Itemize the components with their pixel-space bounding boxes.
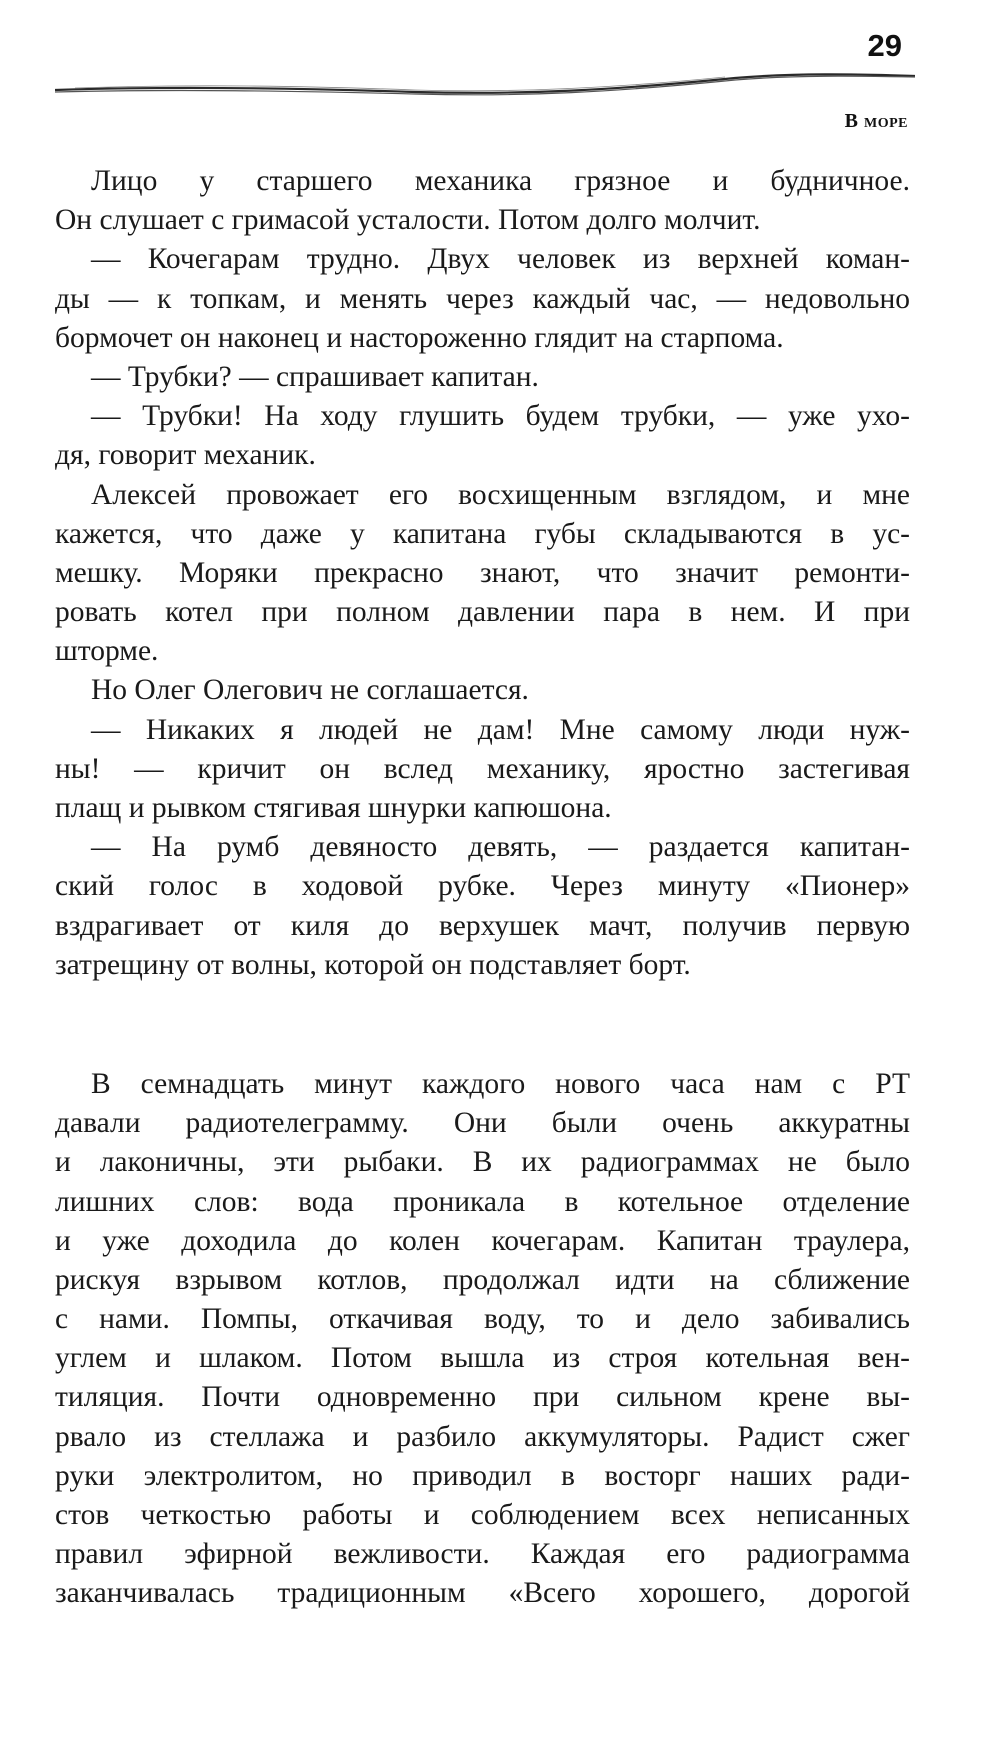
section-break — [55, 985, 910, 1065]
text-line: стов четкостью работы и соблюдением всех неписанных — [55, 1499, 910, 1531]
text-line: В семнадцать минут каждого нового часа нам с РТ — [91, 1067, 910, 1100]
text-line: шторме. — [55, 635, 159, 668]
dialogue-section — [55, 162, 910, 985]
text-line: — Трубки! На ходу глушить будем трубки, — уже ухо- — [91, 400, 910, 433]
text-line: тиляция. Почти одновременно при сильном крене вы- — [55, 1381, 910, 1414]
text-line: рискуя взрывом котлов, продолжал идти на сближение — [55, 1263, 910, 1296]
text-line: ды — к топкам, и менять через каждый час, — недовольно — [55, 282, 910, 315]
text-line: бормочет он наконец и настороженно глядит на старпома. — [55, 321, 784, 354]
text-line: вздрагивает от киля до верхушек мачт, получив первую — [55, 909, 910, 942]
text-line: и уже доходила до колен кочегарам. Капитан траулера, — [55, 1224, 910, 1257]
text-line: рвало из стеллажа и разбило аккумуляторы. Радист сжег — [55, 1420, 910, 1453]
text-line: — Никаких я людей не дам! Мне самому люди нуж- — [91, 713, 910, 746]
text-line: углем и шлаком. Потом вышла из строя котельная вен- — [55, 1342, 910, 1375]
text-line: с нами. Помпы, откачивая воду, то и дело забивались — [55, 1303, 910, 1336]
running-head-initial: В — [844, 110, 859, 132]
text-line: и лаконичны, эти рыбаки. В их радиограммах не было — [55, 1146, 910, 1179]
text-line: — На румб девяносто девять, — раздается капитан- — [91, 831, 910, 864]
text-line: — Трубки? — спрашивает капитан. — [91, 360, 539, 393]
page-body — [55, 162, 910, 1614]
text-line: ровать котел при полном давлении пара в нем. И при — [55, 596, 910, 629]
text-line: дя, говорит механик. — [55, 439, 316, 472]
narrative-section — [55, 1065, 910, 1614]
text-line: правил эфирной вежливости. Каждая его радиограмма — [55, 1538, 910, 1571]
text-line: кажется, что даже у капитана губы складываются в ус- — [55, 517, 910, 550]
text-line: заканчивалась традиционным «Всего хорошего, дорогой — [55, 1577, 910, 1610]
text-line: Он слушает с гримасой усталости. Потом долго молчит. — [55, 204, 761, 237]
text-line: лишних слов: вода проникала в котельное отделение — [55, 1185, 910, 1218]
text-line: мешку. Моряки прекрасно знают, что значит ремонти- — [55, 556, 910, 589]
text-line: ны! — кричит он вслед механику, яростно застегивая — [55, 752, 910, 785]
decorative-header-rule — [55, 70, 915, 106]
text-line: плащ и рывком стягивая шнурки капюшона. — [55, 792, 612, 824]
text-line: руки электролитом, но приводил в восторг наших ради- — [55, 1459, 910, 1492]
text-line: Но Олег Олегович не соглашается. — [91, 674, 529, 707]
running-head — [845, 110, 908, 133]
page-number: 29 — [867, 28, 902, 63]
text-line: давали радиотелеграмму. Они были очень аккуратны — [55, 1107, 910, 1140]
running-head-rest: море — [864, 110, 908, 132]
text-line: Лицо у старшего механика грязное и будничное. — [91, 165, 910, 197]
text-line: Алексей провожает его восхищенным взглядом, и мне — [91, 478, 910, 511]
text-line: ский голос в ходовой рубке. Через минуту «Пионер» — [55, 870, 910, 903]
text-line: — Кочегарам трудно. Двух человек из верхней коман- — [91, 243, 910, 276]
text-line: затрещину от волны, которой он подставляет борт. — [55, 948, 691, 981]
